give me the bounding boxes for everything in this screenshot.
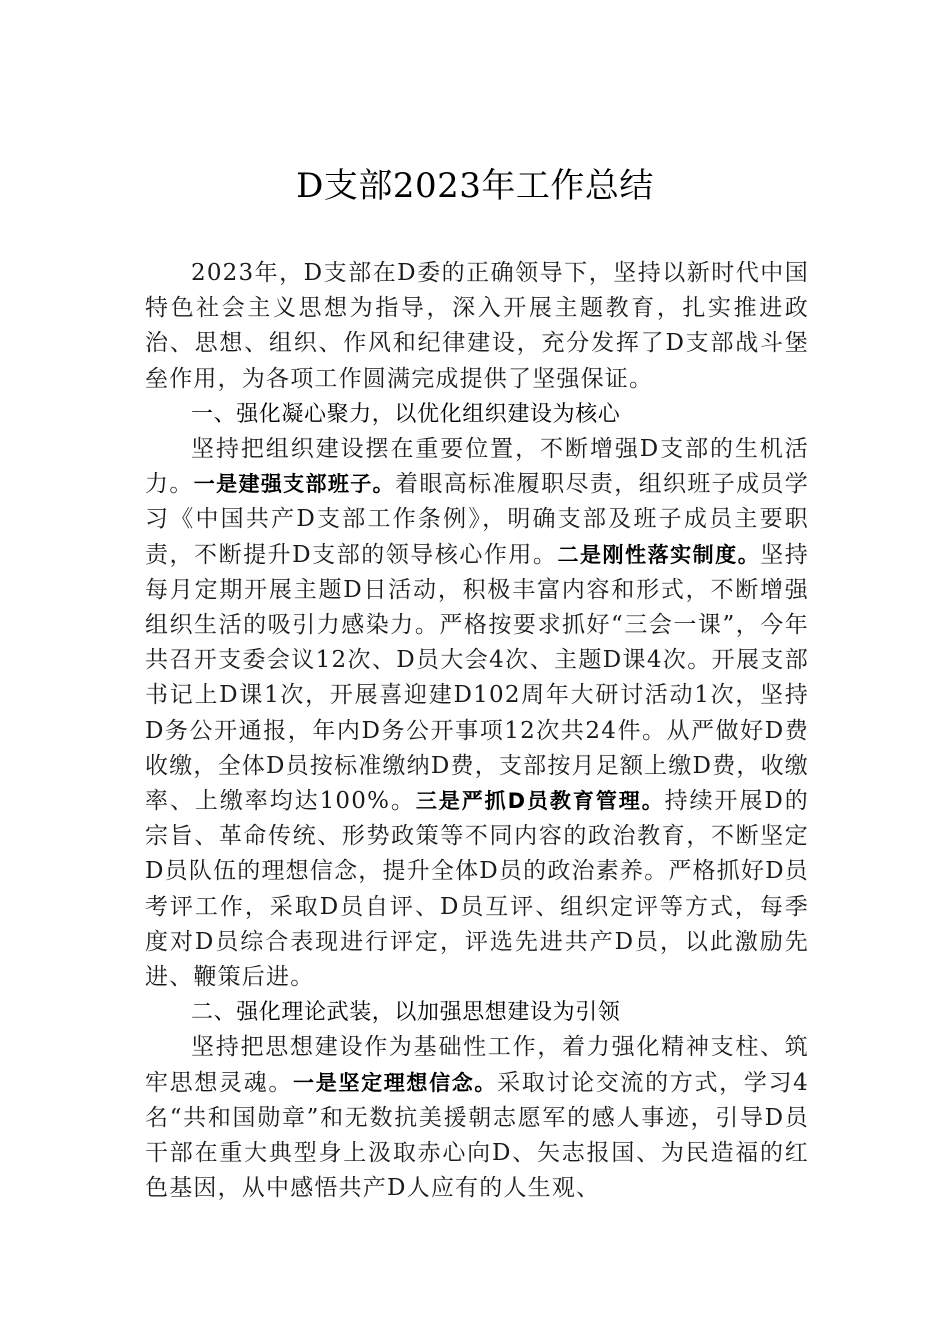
section-1-intro: 坚持把组织建设摆在重要位置，不断增强D支部的生机活力。 (145, 436, 809, 498)
document-body (145, 256, 809, 1206)
point-1-text: 着眼高标准履职尽责，组织班子成员学习《中国共产D支部工作条例》，明确支部及班子成员主要职责，不断提升D支部的领导核心作用。 (145, 471, 809, 568)
section-2-intro: 坚持把思想建设作为基础性工作，着力强化精神支柱、筑牢思想灵魂。 (145, 1034, 809, 1096)
document-title: D支部2023年工作总结 (296, 166, 654, 206)
point-3-heading: 三是严抓D员教育管理。 (415, 789, 665, 814)
point-3-text: 持续开展D的宗旨、革命传统、形势政策等不同内容的政治教育，不断坚定D员队伍的理想信念，提升全体D员的政治素养。严格抓好D员考评工作，采取D员自评、D员互评、组织定评等方式，每季度对D员综合表现进行评定，评选先进共产D员，以此激励先进、鞭策后进。 (145, 788, 810, 991)
section-1-paragraph (145, 432, 809, 995)
section-2-point-1-heading: 一是坚定理想信念。 (293, 1070, 498, 1095)
point-2-heading: 二是刚性落实制度。 (557, 542, 761, 567)
section-heading-1: 一、强化凝心聚力，以优化组织建设为核心 (191, 401, 621, 427)
section-2-point-1-text: 采取讨论交流的方式，学习4名“共和国勋章”和无数抗美援朝志愿军的感人事迹，引导D员干部在重大典型身上汲取赤心向D、矢志报国、为民造福的红色基因，从中感悟共产D人应有的人生观、 (145, 1069, 810, 1202)
intro-paragraph: 2023年，D支部在D委的正确领导下，坚持以新时代中国特色社会主义思想为指导，深入开展主题教育，扎实推进政治、思想、组织、作风和纪律建设，充分发挥了D支部战斗堡垒作用，为各项工作圆满完成提供了坚强保证。 (145, 260, 809, 392)
point-2-text: 坚持每月定期开展主题D日活动，积极丰富内容和形式，不断增强组织生活的吸引力感染力。严格按要求抓好“三会一课”，今年共召开支委会议12次、D员大会4次、主题D课4次。开展支部书记上D课1次，开展喜迎建D102周年大研讨活动1次，坚持D务公开通报，年内D务公开事项12次共24件。从严做好D费收缴，全体D员按标准缴纳D费，支部按月足额上缴D费，收缴率、上缴率均达100%。 (145, 541, 809, 815)
section-2-paragraph (145, 1030, 809, 1206)
section-heading-2: 二、强化理论武装，以加强思想建设为引领 (191, 1000, 621, 1026)
point-1-heading: 一是建强支部班子。 (193, 472, 395, 497)
